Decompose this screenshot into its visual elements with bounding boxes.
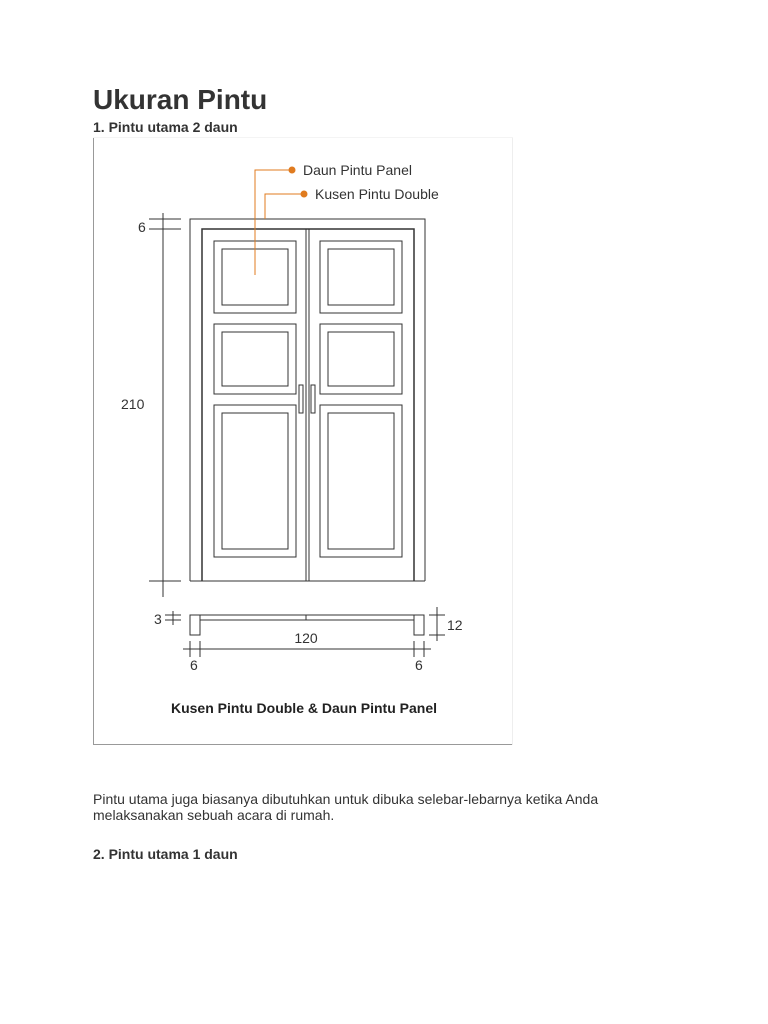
dimension-width: 120: [294, 630, 318, 646]
right-door-leaf: [320, 241, 402, 557]
callout-dot-frame: [301, 191, 308, 198]
callout-dot-panel: [289, 167, 296, 174]
dimension-left-frame: 6: [190, 657, 198, 673]
section-heading-2: 2. Pintu utama 1 daun: [93, 846, 238, 862]
door-frame-drawing: [190, 219, 425, 581]
callout-label-kusen-pintu-double: Kusen Pintu Double: [315, 186, 439, 202]
height-dimension-line: [149, 213, 181, 597]
dimension-top-frame: 6: [138, 219, 146, 235]
page-title: Ukuran Pintu: [93, 84, 268, 115]
body-paragraph: Pintu utama juga biasanya dibutuhkan untuk dibuka selebar-lebarnya ketika Anda melaksanakan sebuah acara di rumah.: [93, 791, 599, 823]
section-heading-1: 1. Pintu utama 2 daun: [93, 119, 238, 135]
dimension-sill-offset: 3: [154, 611, 162, 627]
door-diagram: [93, 137, 513, 745]
dimension-height: 210: [121, 396, 145, 412]
door-handles: [299, 385, 315, 413]
left-door-leaf: [214, 241, 296, 557]
dimension-right-frame: 6: [415, 657, 423, 673]
door-diagram-figure: [93, 137, 513, 745]
callout-label-daun-pintu-panel: Daun Pintu Panel: [303, 162, 412, 178]
figure-caption: Kusen Pintu Double & Daun Pintu Panel: [170, 700, 438, 716]
dimension-sill-height: 12: [447, 617, 463, 633]
